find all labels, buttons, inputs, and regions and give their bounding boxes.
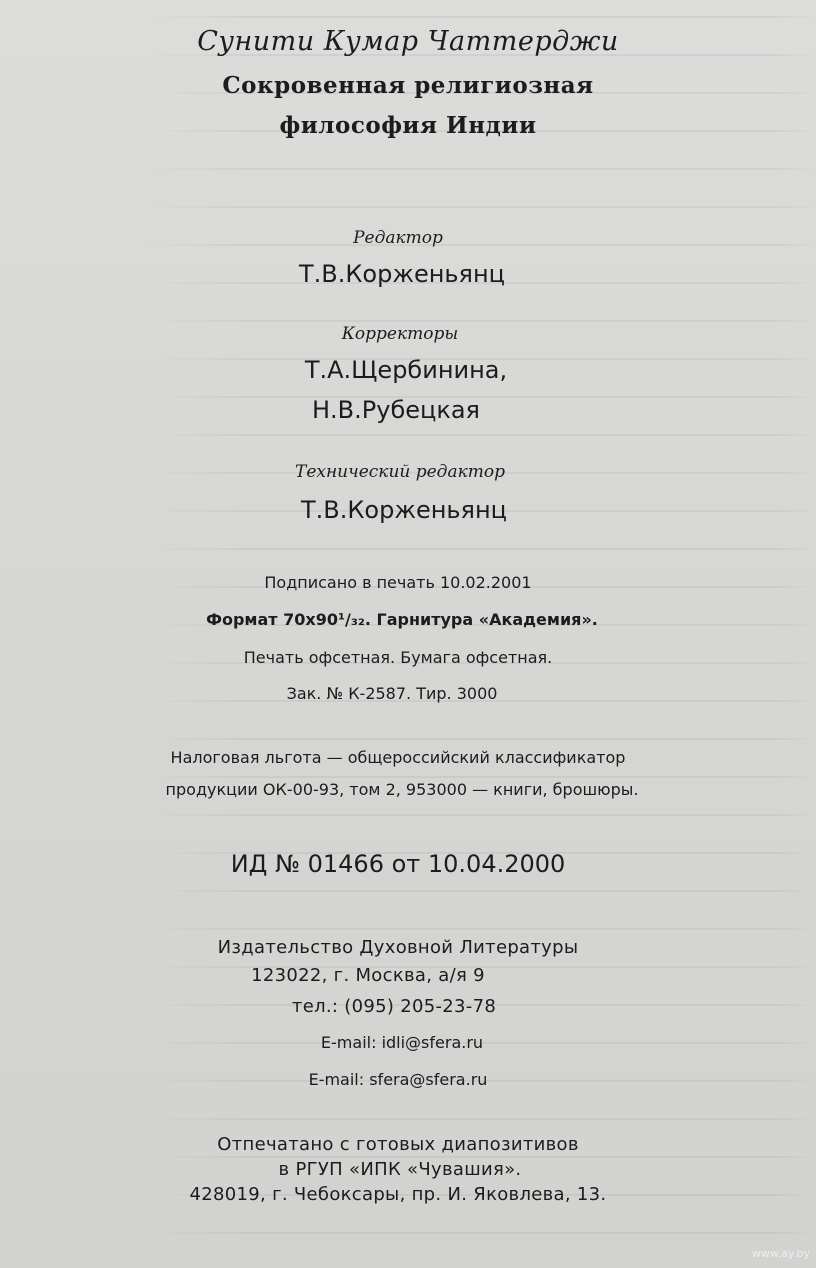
format-line: Формат 70x90¹/₃₂. Гарнитура «Академия».	[206, 610, 598, 629]
id-number: ИД № 01466 от 10.04.2000	[230, 850, 566, 878]
publisher-name: Издательство Духовной Литературы	[217, 937, 579, 958]
editor-name: Т.В.Корженьянц	[298, 260, 506, 288]
order-line: Зак. № К-2587. Тир. 3000	[286, 684, 498, 703]
correctors-role: Корректоры	[341, 324, 459, 344]
signed-to-print: Подписано в печать 10.02.2001	[264, 573, 532, 592]
tax-line-2: продукции ОК-00-93, том 2, 953000 — книги, брошюры.	[165, 780, 639, 799]
publisher-address: 123022, г. Москва, а/я 9	[251, 965, 485, 986]
book-title-line-1: Сокровенная религиозная	[222, 72, 594, 99]
editor-role: Редактор	[353, 228, 443, 248]
tech-editor-name: Т.В.Корженьянц	[300, 496, 508, 524]
corrector-1-name: Т.А.Щербинина,	[304, 356, 508, 384]
watermark-text: www.ay.by	[751, 1247, 810, 1260]
book-title-line-2: философия Индии	[279, 112, 537, 139]
tech-editor-role: Технический редактор	[295, 462, 505, 482]
publisher-email-2: E-mail: sfera@sfera.ru	[308, 1070, 488, 1089]
publisher-email-1: E-mail: idli@sfera.ru	[320, 1033, 484, 1052]
author-name: Сунити Кумар Чаттерджи	[197, 26, 619, 57]
tax-line-1: Налоговая льгота — общероссийский классификатор	[170, 748, 626, 767]
publisher-phone: тел.: (095) 205-23-78	[291, 996, 497, 1017]
printed-line-2: в РГУП «ИПК «Чувашия».	[278, 1159, 522, 1180]
print-type-line: Печать офсетная. Бумага офсетная.	[243, 648, 553, 667]
printed-line-3: 428019, г. Чебоксары, пр. И. Яковлева, 13.	[189, 1184, 607, 1205]
printed-line-1: Отпечатано с готовых диапозитивов	[217, 1134, 579, 1155]
corrector-2-name: Н.В.Рубецкая	[312, 396, 480, 424]
